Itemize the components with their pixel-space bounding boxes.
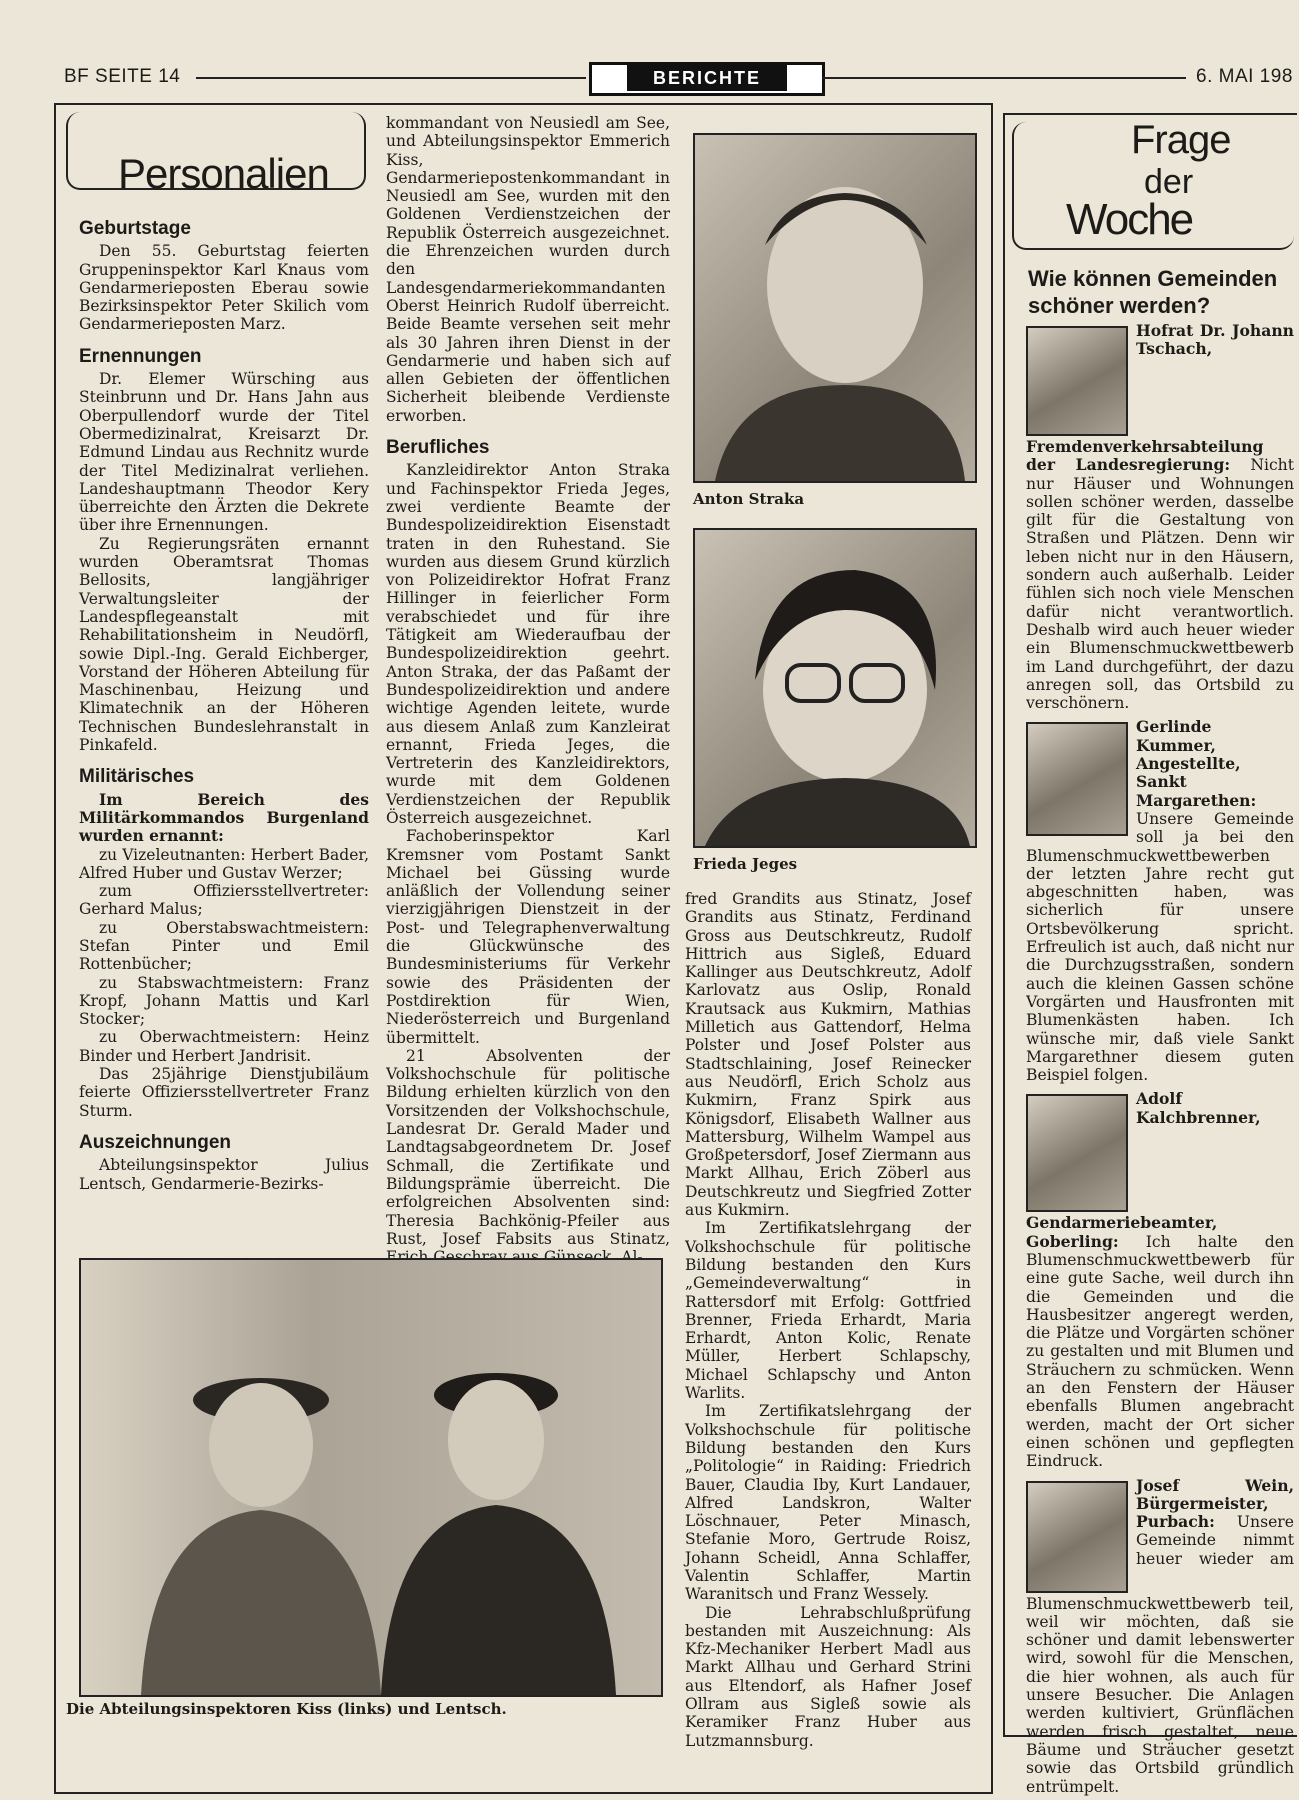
geburtstage-text: Den 55. Geburtstag feierten Gruppeninspektor Karl Knaus vom Gendarmerieposten Eberau sowie Bezirksinspektor Peter Skilich vom Gendarmerieposten Marz. — [79, 242, 369, 334]
answer-2-name: Gerlinde Kummer, Angestellte, Sankt Margarethen: — [1136, 718, 1257, 810]
militaerisches-line-3: zu Oberstabswachtmeistern: Stefan Pinter und Emil Rottenbücher; — [79, 918, 369, 974]
answer-3 — [1026, 1090, 1294, 1470]
column-3-p4: Die Lehrabschlußprüfung bestanden mit Auszeichnung: Als Kfz-Mechaniker Herbert Madl aus Markt Allhau und Gerhard Strini aus Eltendorf, als Hafner Josef Ollram aus Sigleß sowie als Keramiker Franz Huber aus Lutzmannsburg. — [685, 1603, 971, 1750]
ernennungen-p2: Zu Regierungsräten ernannt wurden Oberamtsrat Thomas Bellosits, langjähriger Verwaltungsleiter der Landespflegeanstalt mit Rehabilitationsheim in Neudörfl, sowie Dipl.-Ing. Gerald Eichberger, Vorstand der Höheren Abteilung für Maschinenbau, Heizung und Klimatechnik an der Höheren Technischen Bundeslehranstalt in Pinkafeld. — [79, 534, 369, 755]
auszeichnungen-text: Abteilungsinspektor Julius Lentsch, Gendarmerie-Bezirks- — [79, 1156, 369, 1193]
column-3-p1: fred Grandits aus Stinatz, Josef Grandits aus Stinatz, Ferdinand Gross aus Deutschkreutz, Rudolf Hittrich aus Sigleß, Eduard Kallinger aus Deutschkreutz, Adolf Karlovatz aus Oslip, Ronald Krautsack aus Kukmirn, Mathias Milletich aus Gattendorf, Helma Polster und Josef Polster aus Stadtschlaining, Josef Reinecker aus Neudörfl, Erich Scholz aus Kukmirn, Franz Spirk aus Königsdorf, Elisabeth Wallner aus Mattersburg, Wilhelm Wampel aus Großpetersdorf, Josef Ziermann aus Markt Allhau, Erich Zöberl aus Deutschkreutz und Siegfried Zotter aus Kukmirn. — [685, 890, 971, 1220]
militaerisches-line-4: zu Stabswachtmeistern: Franz Kropf, Johann Mattis und Karl Stocker; — [79, 973, 369, 1029]
page-number: BF SEITE 14 — [64, 66, 181, 87]
answer-3-name: Adolf Kalchbrenner, Gendarmeriebeamter, Goberling: — [1026, 1090, 1261, 1251]
militaerisches-line-6: Das 25jährige Dienstjubiläum feierte Offiziersstellvertreter Franz Sturm. — [79, 1065, 369, 1120]
answer-3-text: Ich halte den Blumenschmuckwettbewerb für eine gute Sache, weil durch ihn die Gemeinden und die Hausbesitzer angeregt werden, die Plätze und Vorgärten schöner zu gestalten und mit Blumen und Sträuchern zu schmücken. Wenn an den Fenstern der Häuser ebenfalls Blumen angebracht werden, macht der Ort sicher einen schönen und gepflegten Eindruck. — [1026, 1232, 1294, 1471]
answer-1-photo — [1026, 326, 1128, 436]
caption-straka: Anton Straka — [693, 490, 805, 508]
answer-1-name: Hofrat Dr. Johann Tschach, Fremdenverkehrsabteilung der Landesregierung: — [1026, 322, 1294, 475]
column-3 — [685, 890, 971, 1750]
berufliches-p1: Kanzleidirektor Anton Straka und Fachinspektor Frieda Jeges, zwei verdiente Beamte der Bundespolizeidirektion Eisenstadt traten in den Ruhestand. Sie wurden aus diesem Grund kürzlich von Polizeidirektor Hofrat Franz Hillinger in feierlicher Form verabschiedet und für ihre Tätigkeit am Wiederaufbau der Bundespolizeidirektion geehrt. Anton Straka, der das Paßamt der Bundespolizeidirektion und andere wichtige Agenden leitete, wurde aus diesem Anlaß zum Kanzleirat ernannt, Frieda Jeges, die Vertreterin des Kanzleidirektors, wurde mit dem Goldenen Verdienstzeichen der Republik Österreich ausgezeichnet. — [386, 461, 670, 827]
answer-4-name: Josef Wein, Bürgermeister, Purbach: — [1136, 1476, 1294, 1532]
two-officers-icon — [81, 1260, 661, 1695]
column-3-p3: Im Zertifikatslehrgang der Volkshochschule für politische Bildung bestanden den Kurs „Politologie“ in Raiding: Friedrich Bauer, Claudia Iby, Kurt Landauer, Alfred Landskron, Walter Löschnauer, Peter Minasch, Stefanie Moro, Gertrude Roisz, Johann Scheidl, Anna Schlaffer, Valentin Schlaffer, Martin Waranitsch und Franz Wessely. — [685, 1402, 971, 1604]
photo-kiss-lentsch — [79, 1258, 663, 1697]
header-rule-right — [822, 77, 1186, 79]
photo-anton-straka — [693, 133, 977, 483]
berufliches-p3: 21 Absolventen der Volkshochschule für politische Bildung erhielten kürzlich von den Vorsitzenden der Volkshochschule, Landesrat Dr. Gerald Mader und Landtagsabgeordnetem Dr. Josef Schmall, die Zertifikate und Bildungsprämie überreicht. Die erfolgreichen Absolventen sind: Theresia Bachkönig-Pfeiler aus Rust, Josef Fabsits aus Stinatz, — [386, 1046, 670, 1248]
frage-question: Wie können Gemeinden schöner werden? — [1028, 266, 1278, 318]
answer-3-photo — [1026, 1094, 1128, 1212]
answer-1-text: Nicht nur Häuser und Wohnungen sollen schöner werden, dasselbe gilt für die Gestaltung von Straßen und Plätzen. Denn wir leben nicht nur in den Häusern, sondern auch außerhalb. Leider fühlen sich noch viele Menschen dafür nicht verantwortlich. Deshalb wird auch heuer wieder ein Blumenschmuckwettbewerb im Land durchgeführt, der dazu anregen soll, das Ortsbild zu verschönern. — [1026, 456, 1294, 713]
personalien-title: Personalien — [118, 150, 329, 197]
column-3-p2: Im Zertifikatslehrgang der Volkshochschule für politische Bildung bestanden den Kurs „Gemeindeverwaltung“ in Rattersdorf mit Erfolg: Gottfried Brenner, Frieda Erhardt, Maria Erhardt, Anton Kolic, Renate Müller, Herbert Schlapschy, Michael Schlapschy und Anton Warlits. — [685, 1219, 971, 1403]
heading-geburtstage: Geburtstage — [79, 218, 191, 239]
answer-2-text: Unsere Gemeinde soll ja bei den Blumenschmuckwettbewerben der letzten Jahre recht gut abgeschnitten haben, was sicherlich für unsere Ortsbevölkerung spricht. Erfreulich ist auch, daß nicht nur die Durchzugsstraßen, sondern auch die kleinen Gassen schöne Vorgärten und Hausfronten mit Blumenkästen haben. Ich wünsche mir, daß viele Sankt Margarethner diesem guten Beispiel folgen. — [1026, 809, 1294, 1085]
portrait-man-icon — [695, 135, 975, 481]
militaerisches-line-5: zu Oberwachtmeistern: Heinz Binder und Herbert Jandrisit. — [79, 1028, 369, 1065]
militaerisches-intro: Im Bereich des Militärkommandos Burgenland wurden ernannt: — [79, 789, 369, 846]
answer-4 — [1026, 1477, 1294, 1796]
answer-2 — [1026, 718, 1294, 1084]
militaerisches-line-1: zu Vizeleutnanten: Herbert Bader, Alfred Huber und Gustav Werzer; — [79, 845, 369, 882]
berufliches-p2: Fachoberinspektor Karl Kremsner vom Postamt Sankt Michael bei Güssing wurde anläßlich der Vollendung seiner vierzigjährigen Dienstzeit in der Post- und Telegraphenverwaltung die Glückwünsche des Bundesministeriums für Verkehr sowie des Präsidenten der Postdirektion für Wien, Niederösterreich und Burgenland übermittelt. — [386, 827, 670, 1047]
answer-2-photo — [1026, 722, 1128, 836]
caption-jeges: Frieda Jeges — [693, 855, 798, 873]
header-rule-left — [196, 77, 586, 79]
heading-auszeichnungen: Auszeichnungen — [79, 1131, 232, 1153]
column-2-continuation: kommandant von Neusiedl am See, und Abteilungsinspektor Emmerich Kiss, Gendarmeriepostenkommandant in Neusiedl am See, wurden mit den Goldenen Verdienstzeichen der Republik Österreich ausgezeichnet. die Ehrenzeichen wurden durch den Landesgendarmeriekommandanten Oberst Heinrich Rudolf überreicht. Beide Beamte versehen seit mehr als 30 Jahren ihren Dienst in der Gendarmerie und haben sich auf allen Gebieten der öffentlichen Sicherheit bleibende Verdienste erworben. — [386, 114, 670, 425]
frage-answers — [1026, 322, 1294, 1796]
frage-logo-line-1: Frage — [1131, 118, 1231, 162]
portrait-woman-icon — [695, 530, 975, 846]
heading-ernennungen: Ernennungen — [79, 345, 202, 367]
militaerisches-line-2: zum Offiziersstellvertreter: Gerhard Malus; — [79, 882, 369, 919]
column-1 — [79, 212, 369, 1193]
frage-logo-line-2: der — [1144, 163, 1194, 201]
answer-1 — [1026, 322, 1294, 712]
frage-logo-line-3: Woche — [1066, 195, 1193, 244]
section-label: BERICHTE — [589, 62, 825, 96]
heading-militaerisches: Militärisches — [79, 766, 195, 788]
photo-frieda-jeges — [693, 528, 977, 848]
issue-date: 6. MAI 198 — [1196, 66, 1293, 87]
answer-4-text: Unsere Gemeinde nimmt heuer wieder am Blumenschmuckwettbewerb teil, weil wir möchten, daß sie schöner und damit lebenswerter wird, sowohl für die Menschen, die hier wohnen, als auch für unsere Besucher. Die Anlagen werden kultiviert, Grünflächen werden frisch gestaltet, neue Bäume und Sträucher gesetzt sowie das Ortsbild gründlich entrümpelt. — [1026, 1513, 1294, 1796]
column-2 — [386, 114, 670, 1266]
ernennungen-p1: Dr. Elemer Würsching aus Steinbrunn und Dr. Hans Jahn aus Oberpullendorf wurde der Titel Obermedizinalrat, Kreisarzt Dr. Edmund Lindau aus Rechnitz wurde der Titel Medizinalrat verliehen. Landeshauptmann Theodor Kery überreichte den Ärzten die Dekrete über ihre Ernennungen. — [79, 370, 369, 535]
caption-group: Die Abteilungsinspektoren Kiss (links) und Lentsch. — [66, 1700, 507, 1718]
heading-berufliches: Berufliches — [386, 437, 490, 459]
answer-4-photo — [1026, 1481, 1128, 1593]
